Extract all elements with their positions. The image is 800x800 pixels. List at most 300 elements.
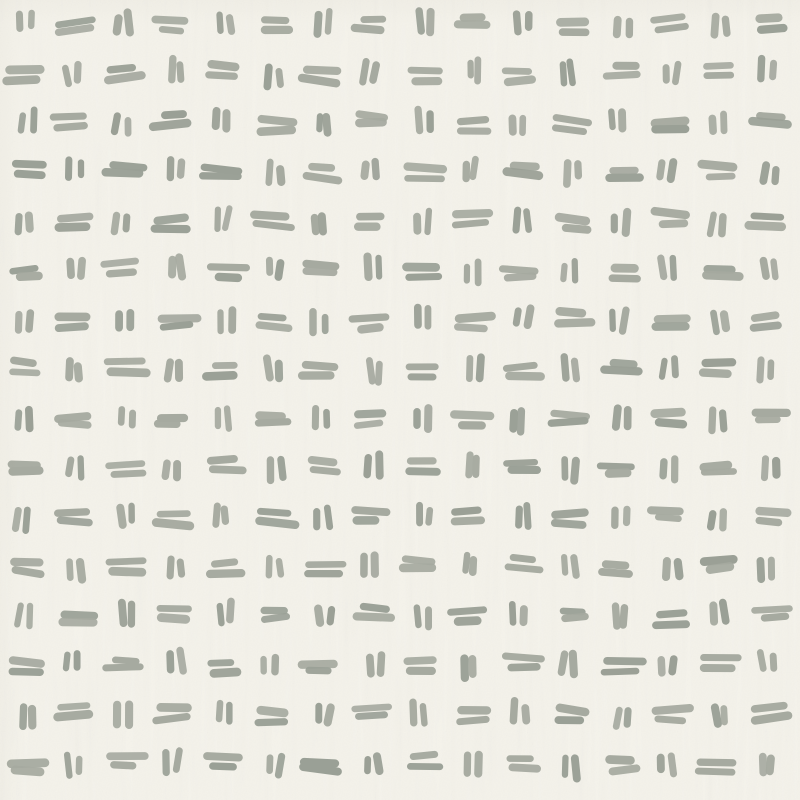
vertical-brush-stroke [773, 656, 774, 668]
horizontal-dash-pair-mark [704, 559, 734, 570]
vertical-brush-stroke [65, 68, 68, 84]
horizontal-brush-stroke [10, 69, 40, 70]
vertical-brush-stroke [430, 12, 431, 32]
horizontal-brush-stroke [760, 18, 778, 19]
vertical-brush-stroke [520, 411, 522, 432]
vertical-brush-stroke [418, 109, 420, 130]
vertical-brush-stroke [675, 64, 678, 82]
horizontal-brush-stroke [355, 510, 386, 512]
horizontal-brush-stroke [162, 29, 181, 31]
vertical-brush-stroke [114, 215, 116, 231]
horizontal-brush-stroke [502, 269, 534, 271]
vertical-brush-stroke [169, 160, 171, 178]
horizontal-brush-stroke [706, 274, 739, 278]
horizontal-brush-stroke [214, 672, 237, 673]
horizontal-brush-stroke [508, 79, 532, 82]
vertical-brush-stroke [326, 412, 328, 425]
horizontal-brush-stroke [61, 216, 90, 218]
horizontal-brush-stroke [113, 571, 142, 573]
vertical-brush-stroke [66, 655, 68, 668]
horizontal-brush-stroke [409, 274, 439, 279]
horizontal-brush-stroke [755, 315, 776, 318]
vertical-brush-stroke [266, 67, 270, 86]
horizontal-brush-stroke [206, 375, 233, 376]
vertical-brush-stroke [712, 410, 713, 431]
horizontal-brush-stroke [312, 460, 334, 462]
horizontal-brush-stroke [160, 607, 189, 610]
horizontal-brush-stroke [107, 360, 142, 362]
vertical-brush-stroke [428, 610, 429, 627]
vertical-brush-stroke [280, 169, 281, 182]
horizontal-brush-stroke [655, 411, 682, 414]
vertical-brush-stroke [665, 68, 667, 81]
horizontal-brush-stroke [11, 762, 45, 764]
horizontal-brush-stroke [454, 414, 490, 416]
vertical-brush-stroke [315, 408, 317, 426]
vertical-brush-stroke [21, 116, 23, 131]
horizontal-brush-stroke [355, 28, 381, 30]
horizontal-brush-stroke [61, 423, 87, 425]
vertical-brush-stroke [373, 65, 376, 80]
vertical-brush-stroke [68, 160, 69, 178]
horizontal-brush-stroke [363, 606, 386, 609]
horizontal-brush-stroke [554, 413, 587, 416]
vertical-brush-stroke [629, 21, 630, 34]
horizontal-brush-stroke [451, 610, 484, 612]
vertical-brush-stroke [522, 118, 523, 132]
horizontal-brush-stroke [761, 28, 783, 30]
horizontal-brush-stroke [359, 121, 382, 125]
vertical-brush-stroke [616, 408, 618, 427]
horizontal-brush-stroke [703, 373, 727, 374]
vertical-brush-stroke [772, 63, 774, 76]
horizontal-brush-stroke [65, 613, 95, 617]
vertical-brush-stroke [465, 555, 467, 571]
vertical-brush-stroke [763, 165, 766, 181]
horizontal-brush-stroke [663, 222, 685, 225]
vertical-brush-stroke [518, 509, 519, 525]
horizontal-brush-stroke [157, 218, 184, 221]
horizontal-brush-stroke [764, 616, 785, 618]
horizontal-brush-stroke [706, 361, 733, 364]
vertical-brush-stroke [475, 458, 477, 474]
horizontal-brush-stroke [213, 469, 243, 471]
vertical-brush-stroke [363, 61, 366, 82]
vertical-brush-stroke [615, 606, 616, 626]
horizontal-brush-stroke [110, 272, 134, 274]
horizontal-brush-stroke [352, 317, 386, 319]
vertical-brush-stroke [412, 702, 414, 723]
horizontal-brush-stroke [254, 215, 285, 217]
vertical-brush-stroke [572, 654, 575, 674]
horizontal-brush-stroke [710, 567, 730, 570]
vertical-brush-stroke [473, 560, 474, 572]
vertical-brush-stroke [724, 314, 726, 328]
horizontal-brush-stroke [156, 522, 190, 525]
horizontal-brush-stroke [265, 29, 289, 31]
horizontal-brush-stroke [700, 762, 733, 764]
vertical-brush-stroke [469, 358, 470, 378]
vertical-brush-stroke [369, 658, 371, 674]
horizontal-brush-stroke [165, 114, 183, 115]
vertical-brush-stroke [367, 257, 368, 277]
vertical-brush-stroke [662, 462, 664, 476]
horizontal-brush-stroke [58, 28, 90, 33]
horizontal-brush-stroke [656, 326, 686, 327]
vertical-brush-stroke [220, 606, 222, 623]
horizontal-brush-stroke [614, 363, 634, 365]
vertical-brush-stroke [760, 59, 763, 79]
vertical-brush-stroke [478, 262, 479, 283]
horizontal-brush-stroke [106, 665, 140, 671]
vertical-brush-stroke [17, 605, 21, 624]
vertical-brush-stroke [525, 708, 526, 721]
horizontal-brush-stroke [455, 222, 485, 225]
horizontal-dash-pair-mark [162, 318, 198, 327]
vertical-brush-stroke [526, 212, 528, 230]
vertical-brush-stroke [328, 707, 331, 722]
horizontal-brush-stroke [555, 128, 583, 132]
vertical-brush-stroke [28, 313, 31, 329]
vertical-brush-stroke [467, 755, 468, 773]
vertical-brush-stroke [723, 602, 726, 621]
horizontal-dash-pair-mark [359, 114, 385, 125]
horizontal-brush-stroke [155, 226, 187, 231]
vertical-brush-stroke [678, 562, 680, 576]
vertical-brush-stroke [378, 364, 380, 382]
horizontal-brush-stroke [563, 611, 582, 613]
horizontal-dash-pair-mark [302, 664, 334, 671]
vertical-brush-stroke [274, 658, 276, 672]
horizontal-dash-pair-mark [458, 17, 487, 25]
horizontal-dash-pair-mark [203, 167, 239, 178]
vertical-brush-stroke [516, 311, 518, 323]
horizontal-brush-stroke [58, 714, 89, 717]
vertical-dash-pair-mark [469, 455, 477, 475]
vertical-brush-stroke [228, 705, 230, 721]
vertical-brush-stroke [79, 458, 82, 477]
horizontal-brush-stroke [456, 213, 489, 214]
horizontal-brush-stroke [755, 706, 784, 709]
vertical-brush-stroke [127, 12, 130, 32]
vertical-brush-stroke [723, 512, 724, 528]
vertical-brush-stroke [216, 506, 217, 524]
vertical-brush-stroke [666, 561, 668, 577]
horizontal-brush-stroke [513, 557, 533, 559]
vertical-brush-stroke [180, 562, 181, 574]
vertical-brush-stroke [724, 709, 725, 722]
vertical-brush-stroke [770, 759, 771, 772]
horizontal-brush-stroke [559, 217, 586, 221]
vertical-brush-stroke [69, 460, 71, 474]
vertical-brush-stroke [117, 18, 119, 31]
vertical-brush-stroke [269, 260, 271, 272]
horizontal-brush-stroke [7, 80, 37, 81]
horizontal-brush-stroke [602, 572, 629, 574]
horizontal-brush-stroke [59, 226, 86, 228]
vertical-brush-stroke [672, 659, 674, 672]
horizontal-brush-stroke [162, 318, 198, 319]
horizontal-brush-stroke [13, 471, 40, 472]
vertical-brush-stroke [430, 114, 431, 130]
horizontal-brush-stroke [219, 277, 238, 278]
horizontal-brush-stroke [658, 517, 678, 519]
vertical-brush-stroke [627, 410, 628, 427]
horizontal-brush-stroke [16, 163, 43, 166]
horizontal-dash-pair-mark [106, 165, 144, 175]
vertical-brush-stroke [76, 65, 79, 80]
vertical-brush-stroke [176, 751, 179, 770]
horizontal-brush-stroke [651, 510, 680, 512]
horizontal-brush-stroke [153, 123, 187, 127]
horizontal-brush-stroke [409, 469, 437, 473]
horizontal-brush-stroke [104, 261, 136, 264]
vertical-brush-stroke [626, 509, 627, 522]
vertical-brush-stroke [627, 711, 628, 724]
horizontal-brush-stroke [758, 419, 777, 421]
horizontal-brush-stroke [306, 264, 335, 267]
vertical-brush-stroke [472, 659, 474, 674]
horizontal-brush-stroke [211, 663, 231, 664]
horizontal-brush-stroke [749, 225, 782, 227]
vertical-brush-stroke [367, 759, 368, 771]
horizontal-brush-stroke [754, 325, 778, 328]
horizontal-brush-stroke [161, 618, 185, 620]
vertical-brush-stroke [616, 20, 618, 34]
horizontal-brush-stroke [756, 412, 787, 414]
horizontal-brush-stroke [505, 69, 529, 73]
vertical-brush-stroke [281, 459, 283, 477]
horizontal-brush-stroke [506, 462, 534, 465]
vertical-brush-stroke [327, 11, 330, 31]
horizontal-brush-stroke [755, 608, 790, 611]
vertical-brush-stroke [181, 162, 182, 175]
horizontal-brush-stroke [655, 211, 686, 215]
vertical-brush-stroke [381, 655, 382, 673]
vertical-brush-stroke [263, 659, 265, 671]
vertical-brush-stroke [318, 706, 320, 720]
vertical-brush-stroke [179, 65, 181, 80]
horizontal-brush-stroke [460, 719, 487, 721]
vertical-brush-stroke [564, 557, 565, 573]
vertical-brush-stroke [566, 163, 568, 184]
vertical-brush-stroke [224, 509, 226, 521]
horizontal-brush-stroke [752, 121, 787, 124]
horizontal-dash-pair-mark [13, 268, 39, 278]
vertical-brush-stroke [671, 756, 673, 774]
horizontal-brush-stroke [759, 521, 778, 523]
vertical-brush-stroke [574, 461, 576, 481]
horizontal-brush-stroke [403, 566, 432, 569]
vertical-brush-stroke [216, 111, 217, 126]
horizontal-brush-stroke [59, 316, 86, 317]
vertical-brush-stroke [419, 505, 420, 523]
horizontal-brush-stroke [261, 710, 284, 713]
horizontal-brush-stroke [203, 174, 238, 178]
vertical-brush-stroke [227, 409, 230, 429]
horizontal-brush-stroke [161, 706, 188, 709]
vertical-brush-stroke [711, 514, 713, 527]
vertical-brush-stroke [219, 15, 220, 31]
horizontal-brush-stroke [306, 176, 338, 181]
vertical-brush-stroke [674, 359, 676, 375]
horizontal-brush-stroke [212, 64, 236, 67]
vertical-brush-stroke [132, 413, 133, 425]
vertical-brush-stroke [318, 609, 320, 623]
horizontal-brush-stroke [410, 670, 432, 671]
vertical-brush-stroke [575, 261, 576, 280]
vertical-brush-stroke [611, 312, 614, 329]
horizontal-dash-pair-mark [258, 415, 287, 423]
horizontal-brush-stroke [407, 265, 436, 269]
horizontal-brush-stroke [409, 366, 435, 367]
vertical-brush-stroke [69, 562, 70, 578]
vertical-brush-stroke [512, 118, 514, 131]
horizontal-brush-stroke [656, 708, 690, 711]
horizontal-brush-stroke [455, 520, 481, 521]
horizontal-brush-stroke [261, 316, 283, 318]
horizontal-brush-stroke [405, 559, 432, 562]
vertical-brush-stroke [218, 410, 219, 426]
vertical-brush-stroke [661, 258, 664, 276]
horizontal-brush-stroke [460, 131, 487, 132]
vertical-brush-stroke [80, 562, 83, 579]
horizontal-dash-pair-mark [656, 318, 687, 327]
vertical-brush-stroke [322, 216, 323, 231]
vertical-brush-stroke [317, 15, 320, 34]
vertical-brush-stroke [470, 63, 471, 76]
horizontal-brush-stroke [512, 767, 537, 768]
horizontal-brush-stroke [161, 417, 184, 418]
vertical-brush-stroke [417, 217, 418, 231]
vertical-brush-stroke [528, 15, 529, 27]
vertical-brush-stroke [422, 706, 424, 723]
horizontal-brush-stroke [357, 616, 391, 617]
vertical-brush-stroke [764, 459, 766, 478]
vertical-brush-stroke [528, 308, 531, 325]
horizontal-brush-stroke [11, 463, 37, 466]
vertical-brush-stroke [326, 117, 329, 133]
vertical-brush-stroke [722, 114, 725, 131]
horizontal-brush-stroke [558, 719, 580, 722]
horizontal-brush-stroke [706, 65, 730, 66]
horizontal-brush-stroke [13, 372, 38, 373]
horizontal-brush-stroke [53, 115, 83, 118]
horizontal-brush-stroke [415, 80, 438, 82]
horizontal-brush-stroke [606, 564, 626, 565]
vertical-brush-stroke [165, 753, 167, 773]
horizontal-brush-stroke [459, 316, 491, 318]
vertical-brush-stroke [771, 560, 772, 577]
vertical-brush-stroke [270, 758, 271, 771]
horizontal-brush-stroke [358, 715, 384, 717]
horizontal-brush-stroke [760, 511, 788, 513]
horizontal-brush-stroke [261, 129, 292, 133]
horizontal-brush-stroke [604, 370, 638, 372]
horizontal-brush-stroke [563, 31, 586, 33]
horizontal-dash-pair-mark [563, 611, 585, 619]
vertical-brush-stroke [226, 113, 228, 129]
vertical-dash-pair-mark [513, 410, 522, 431]
vertical-brush-stroke [229, 601, 232, 619]
vertical-brush-stroke [574, 558, 576, 576]
horizontal-brush-stroke [408, 167, 443, 170]
horizontal-brush-stroke [308, 563, 343, 565]
vertical-brush-stroke [367, 458, 369, 475]
vertical-brush-stroke [278, 263, 280, 277]
horizontal-dash-pair-mark [62, 613, 94, 624]
vertical-brush-stroke [26, 510, 28, 531]
vertical-brush-stroke [760, 561, 762, 579]
horizontal-brush-stroke [506, 656, 542, 660]
horizontal-brush-stroke [264, 616, 286, 619]
vertical-brush-stroke [121, 409, 122, 422]
vertical-brush-stroke [623, 310, 626, 331]
horizontal-brush-stroke [258, 422, 287, 423]
horizontal-brush-stroke [507, 172, 539, 176]
horizontal-brush-stroke [58, 416, 87, 419]
vertical-brush-stroke [725, 19, 727, 33]
horizontal-brush-stroke [309, 670, 328, 671]
vertical-brush-stroke [561, 654, 564, 672]
vertical-brush-stroke [78, 366, 79, 378]
horizontal-brush-stroke [410, 460, 433, 463]
horizontal-brush-stroke [604, 670, 636, 674]
horizontal-brush-stroke [702, 164, 733, 167]
horizontal-brush-stroke [708, 268, 732, 270]
horizontal-brush-stroke [600, 465, 631, 468]
vertical-brush-stroke [17, 413, 19, 428]
horizontal-brush-stroke [265, 20, 286, 21]
horizontal-brush-stroke [15, 570, 41, 574]
vertical-brush-stroke [316, 512, 317, 527]
horizontal-brush-stroke [61, 520, 90, 522]
vertical-brush-stroke [623, 608, 625, 625]
horizontal-brush-stroke [560, 708, 586, 712]
horizontal-brush-stroke [407, 660, 433, 661]
horizontal-brush-stroke [14, 561, 39, 564]
vertical-brush-stroke [760, 360, 762, 380]
horizontal-brush-stroke [158, 423, 177, 424]
vertical-brush-stroke [417, 308, 420, 325]
vertical-brush-stroke [417, 608, 419, 625]
horizontal-brush-stroke [509, 374, 540, 379]
horizontal-brush-stroke [560, 21, 584, 22]
horizontal-brush-stroke [115, 660, 136, 661]
horizontal-brush-stroke [18, 173, 42, 175]
horizontal-brush-stroke [655, 121, 685, 123]
horizontal-brush-stroke [551, 420, 585, 424]
vertical-brush-stroke [229, 18, 231, 32]
horizontal-brush-stroke [113, 165, 144, 168]
vertical-brush-stroke [278, 756, 281, 775]
horizontal-brush-stroke [302, 664, 334, 665]
horizontal-brush-stroke [660, 613, 684, 615]
vertical-brush-stroke [79, 759, 80, 772]
horizontal-brush-stroke [306, 271, 333, 273]
vertical-brush-stroke [512, 604, 513, 622]
horizontal-brush-stroke [360, 216, 381, 217]
horizontal-brush-stroke [455, 510, 478, 512]
horizontal-brush-stroke [460, 119, 485, 122]
vertical-brush-stroke [225, 208, 229, 228]
horizontal-brush-stroke [15, 770, 40, 772]
vertical-brush-stroke [220, 312, 221, 331]
horizontal-brush-stroke [110, 68, 132, 70]
vertical-brush-stroke [269, 162, 270, 183]
horizontal-brush-stroke [210, 573, 241, 574]
vertical-brush-stroke [722, 217, 723, 234]
